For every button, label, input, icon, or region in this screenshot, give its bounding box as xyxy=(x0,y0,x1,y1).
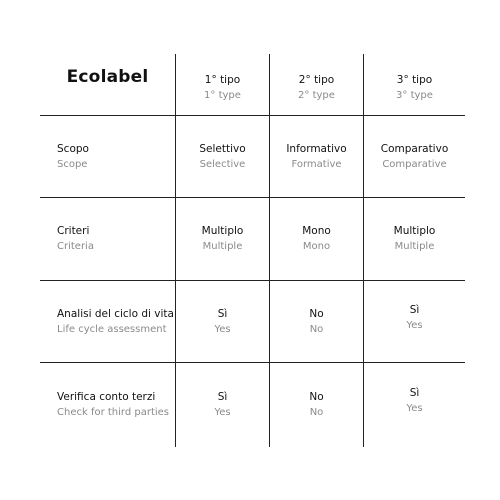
cell-value-en: Multiple xyxy=(202,241,243,252)
row-label-it: Scopo xyxy=(57,142,89,155)
table-cell xyxy=(270,198,363,280)
cell-value-en: Mono xyxy=(302,241,331,252)
cell-value-it: No xyxy=(309,391,324,403)
row-label-it: Criteri xyxy=(57,225,90,237)
table-cell xyxy=(270,281,363,362)
cell-value-en: Selective xyxy=(199,158,246,170)
table-cell xyxy=(176,281,269,362)
header-label-it: 1° tipo xyxy=(204,73,241,86)
header-label-it: 2° tipo xyxy=(298,73,335,86)
cell-value-it: Multiplo xyxy=(201,225,244,237)
ecolabel-comparison-table xyxy=(40,40,465,447)
header-cell-type-1 xyxy=(176,60,269,115)
cell-value-en: Yes xyxy=(406,403,423,414)
row-label-third-party-check xyxy=(40,363,175,447)
row-label-en: Criteria xyxy=(57,241,94,252)
cell-value-en: No xyxy=(309,323,324,335)
table-title-cell xyxy=(40,40,175,115)
table-cell xyxy=(364,277,465,358)
table-cell xyxy=(364,198,465,280)
table-cell xyxy=(270,363,363,447)
cell-value-en: Formative xyxy=(291,158,342,170)
table-cell xyxy=(270,116,363,197)
cell-value-it: No xyxy=(309,307,324,320)
header-label-it: 3° tipo xyxy=(396,73,433,86)
row-label-criteria xyxy=(40,198,175,280)
row-label-en: Check for third parties xyxy=(57,407,170,418)
header-label-en: 1° type xyxy=(204,89,241,101)
row-label-life-cycle-assessment xyxy=(40,281,175,362)
cell-value-en: Yes xyxy=(214,407,231,418)
cell-value-it: Multiplo xyxy=(393,225,436,237)
cell-value-en: Yes xyxy=(406,319,423,331)
cell-value-it: Sì xyxy=(217,391,228,403)
cell-value-it: Sì xyxy=(409,387,420,399)
cell-value-it: Mono xyxy=(302,225,331,237)
cell-value-it: Sì xyxy=(217,307,228,320)
header-cell-type-2 xyxy=(270,60,363,115)
cell-value-it: Sì xyxy=(409,303,420,316)
table-cell xyxy=(176,116,269,197)
row-label-en: Life cycle assessment xyxy=(57,323,167,335)
cell-value-en: No xyxy=(309,407,324,418)
header-label-en: 3° type xyxy=(396,89,433,101)
cell-value-it: Comparativo xyxy=(380,142,449,155)
header-label-en: 2° type xyxy=(298,89,335,101)
row-label-it: Analisi del ciclo di vita xyxy=(57,307,174,320)
table-cell xyxy=(176,198,269,280)
row-label-scope xyxy=(40,116,175,197)
table-cell xyxy=(364,359,465,443)
row-label-it: Verifica conto terzi xyxy=(57,391,156,403)
header-cell-type-3 xyxy=(364,60,465,115)
table-title: Ecolabel xyxy=(66,67,149,87)
cell-value-en: Multiple xyxy=(394,241,435,252)
cell-value-it: Selettivo xyxy=(199,142,246,155)
cell-value-it: Informativo xyxy=(286,142,347,155)
cell-value-en: Yes xyxy=(214,323,231,335)
row-label-en: Scope xyxy=(57,158,88,170)
cell-value-en: Comparative xyxy=(382,158,447,170)
table-cell xyxy=(364,116,465,197)
table-cell xyxy=(176,363,269,447)
